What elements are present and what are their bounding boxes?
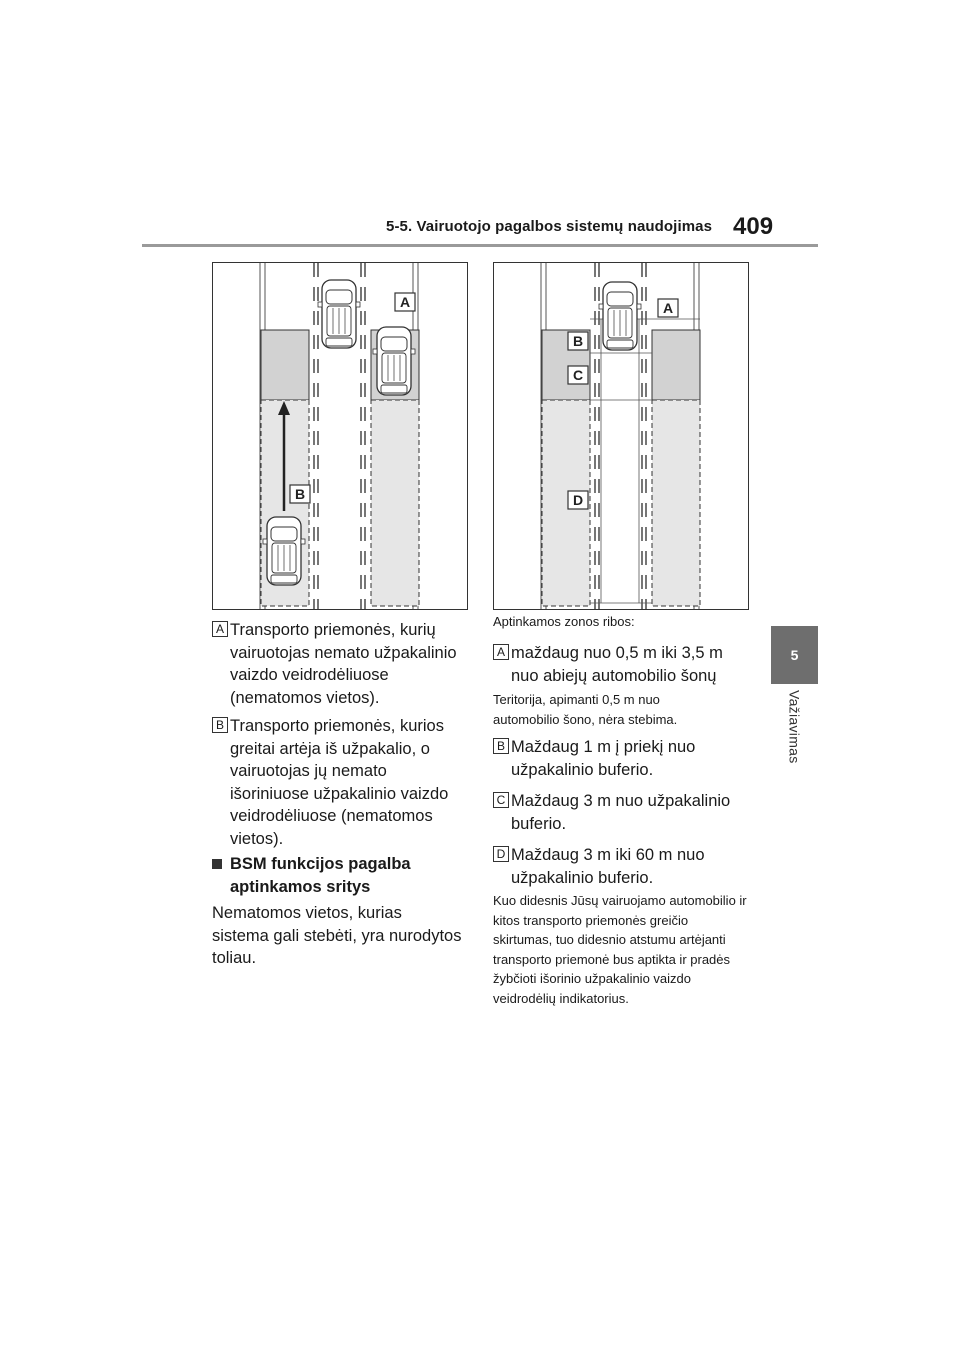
range-a [493, 642, 748, 687]
definition-b [212, 715, 462, 850]
badge-a: A [493, 644, 509, 660]
range-b-text: Maždaug 1 m į priekį nuo užpakalinio buferio. [511, 738, 696, 779]
definition-a-text: Transporto priemonės, kurių vairuotojas nemato užpakalinio vaizdo veidrodėliuose (nematomos vietos). [230, 621, 457, 707]
bullet-square-icon [212, 859, 222, 869]
figure-left-label-b: B [294, 486, 306, 502]
chapter-label [771, 690, 818, 790]
figure-blind-spot-scenarios [212, 262, 468, 610]
section-heading-text: BSM funkcijos pagalba aptinkamos sritys [230, 855, 411, 896]
own-car-icon [318, 280, 360, 348]
range-c-text: Maždaug 3 m nuo užpakalinio buferio. [511, 792, 731, 833]
note-d: Kuo didesnis Jūsų vairuojamo automobilio ir kitos transporto priemonės greičio skirtumas, tuo didesnio atstumu artėjanti transporto priemonė bus aptikta ir pradės žybčioti išorinio užpakalinio vaizdo veidrodėlių indikatorius. [493, 893, 747, 1006]
figure-right-svg [494, 263, 748, 609]
figure-right-label-d: D [572, 492, 584, 508]
figure-left-svg [213, 263, 467, 609]
badge-b: B [212, 717, 228, 733]
figure-detection-zones [493, 262, 749, 610]
chapter-label-text: Važiavimas [786, 690, 803, 764]
badge-d: D [493, 846, 509, 862]
definition-b-text: Transporto priemonės, kurios greitai artėja iš užpakalio, o vairuotojas jų nemato išoriniuose užpakalinio vaizdo veidrodėliuose (nematomos vietos). [230, 717, 449, 848]
figure-right-label-b: B [572, 333, 584, 349]
figure-caption: Aptinkamos zonos ribos: [493, 614, 635, 629]
chapter-number: 5 [790, 647, 799, 663]
badge-c: C [493, 792, 509, 808]
range-b [493, 736, 748, 781]
chapter-tab[interactable] [771, 626, 818, 684]
figure-right-label-c: C [572, 367, 584, 383]
intro-paragraph: Nematomos vietos, kurias sistema gali stebėti, yra nurodytos toliau. [212, 904, 462, 967]
section-heading [212, 853, 462, 898]
header-divider [142, 244, 818, 247]
note-a: Teritorija, apimanti 0,5 m nuo automobilio šono, nėra stebima. [493, 692, 678, 727]
section-title: 5-5. Vairuotojo pagalbos sistemų naudojimas [386, 218, 713, 235]
range-d [493, 844, 748, 889]
range-a-text: maždaug nuo 0,5 m iki 3,5 m nuo abiejų automobilio šonų [511, 644, 723, 685]
figure-left-label-a: A [399, 294, 411, 310]
car-in-blind-spot-icon [373, 327, 415, 395]
badge-b: B [493, 738, 509, 754]
own-car-icon [599, 282, 641, 350]
badge-a: A [212, 621, 228, 637]
page-number: 409 [733, 213, 774, 240]
range-c [493, 790, 748, 835]
range-d-text: Maždaug 3 m iki 60 m nuo užpakalinio buferio. [511, 846, 705, 887]
figure-right-label-a: A [662, 300, 674, 316]
definition-a [212, 619, 462, 709]
approaching-car-icon [263, 517, 305, 585]
